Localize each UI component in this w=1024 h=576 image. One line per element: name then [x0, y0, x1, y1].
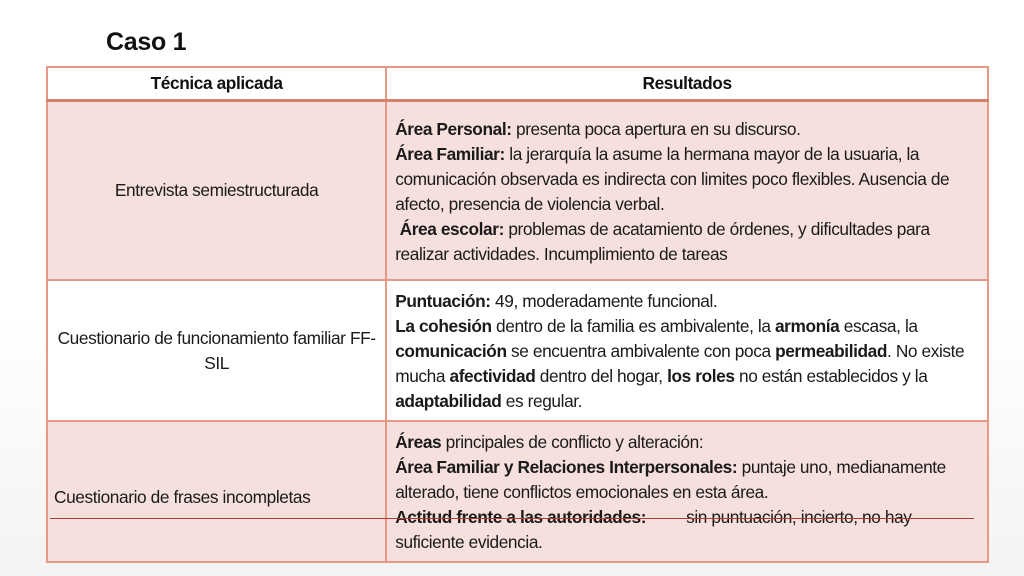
result-text: no están establecidos y la [734, 366, 932, 386]
underline-rule [50, 518, 974, 519]
result-line [395, 455, 981, 505]
result-text: presenta poca apertura en su discurso. [511, 118, 801, 139]
result-label: adaptabilidad [395, 391, 502, 411]
table-header-row [47, 67, 988, 101]
result-label: permeabilidad [775, 341, 888, 361]
table-row [47, 101, 988, 281]
result-text: dentro del hogar, [535, 366, 668, 386]
result-text: . No existe mucha [395, 341, 969, 386]
result-text: puntaje uno, medianamente alterado, tiene conflictos emocionales en esta área. [395, 457, 946, 502]
result-label: Puntuación: [395, 291, 491, 311]
result-label: Área Personal: [395, 118, 512, 139]
result-text: la jerarquía la asume la hermana mayor de la usuaria, la comunicación observada es indirecta con limites poco flexibles. Ausencia de afecto, presencia de violencia verbal. [395, 143, 950, 214]
technique-cell: Entrevista semiestructurada [47, 101, 386, 281]
result-label: afectividad [449, 366, 536, 386]
slide-title: Caso 1 [106, 28, 187, 56]
result-label: Actitud frente a las autoridades: [395, 507, 647, 527]
header-technique: Técnica aplicada [47, 67, 386, 101]
header-results: Resultados [386, 67, 988, 101]
results-cell [386, 101, 988, 281]
result-text: se encuentra ambivalente con poca [506, 341, 776, 361]
result-line [395, 505, 981, 555]
results-table [46, 66, 989, 563]
result-text: principales de conflicto y alteración: [441, 432, 704, 452]
result-text: dentro de la familia es ambivalente, la [491, 316, 775, 336]
results-cell [386, 421, 988, 562]
result-line [395, 430, 981, 455]
technique-cell: Cuestionario de frases incompletas [47, 421, 386, 562]
result-line [395, 217, 981, 267]
result-line [395, 142, 981, 217]
result-label: Área escolar: [395, 218, 504, 239]
result-line [395, 314, 981, 414]
result-text: sin puntuación, incierto, no hay suficiente evidencia. [395, 507, 912, 552]
result-label: Áreas [395, 432, 442, 452]
result-label: comunicación [395, 341, 507, 361]
table-row [47, 421, 988, 562]
result-text: problemas de acatamiento de órdenes, y dificultades para realizar actividades. Incumplimiento de tareas [395, 218, 935, 264]
result-label: armonía [774, 316, 840, 336]
result-line [395, 117, 981, 142]
technique-cell: Cuestionario de funcionamiento familiar FF-SIL [47, 280, 386, 421]
table-row [47, 280, 988, 421]
result-text: escasa, la [839, 316, 923, 336]
result-label: los roles [667, 366, 735, 386]
result-label: Área Familiar: [395, 143, 505, 164]
results-cell [386, 280, 988, 421]
result-text: 49, moderadamente funcional. [490, 291, 718, 311]
result-text: es regular. [501, 391, 583, 411]
result-line [395, 289, 981, 314]
result-label: Área Familiar y Relaciones Interpersonales: [395, 457, 738, 477]
result-label: La cohesión [395, 316, 492, 336]
